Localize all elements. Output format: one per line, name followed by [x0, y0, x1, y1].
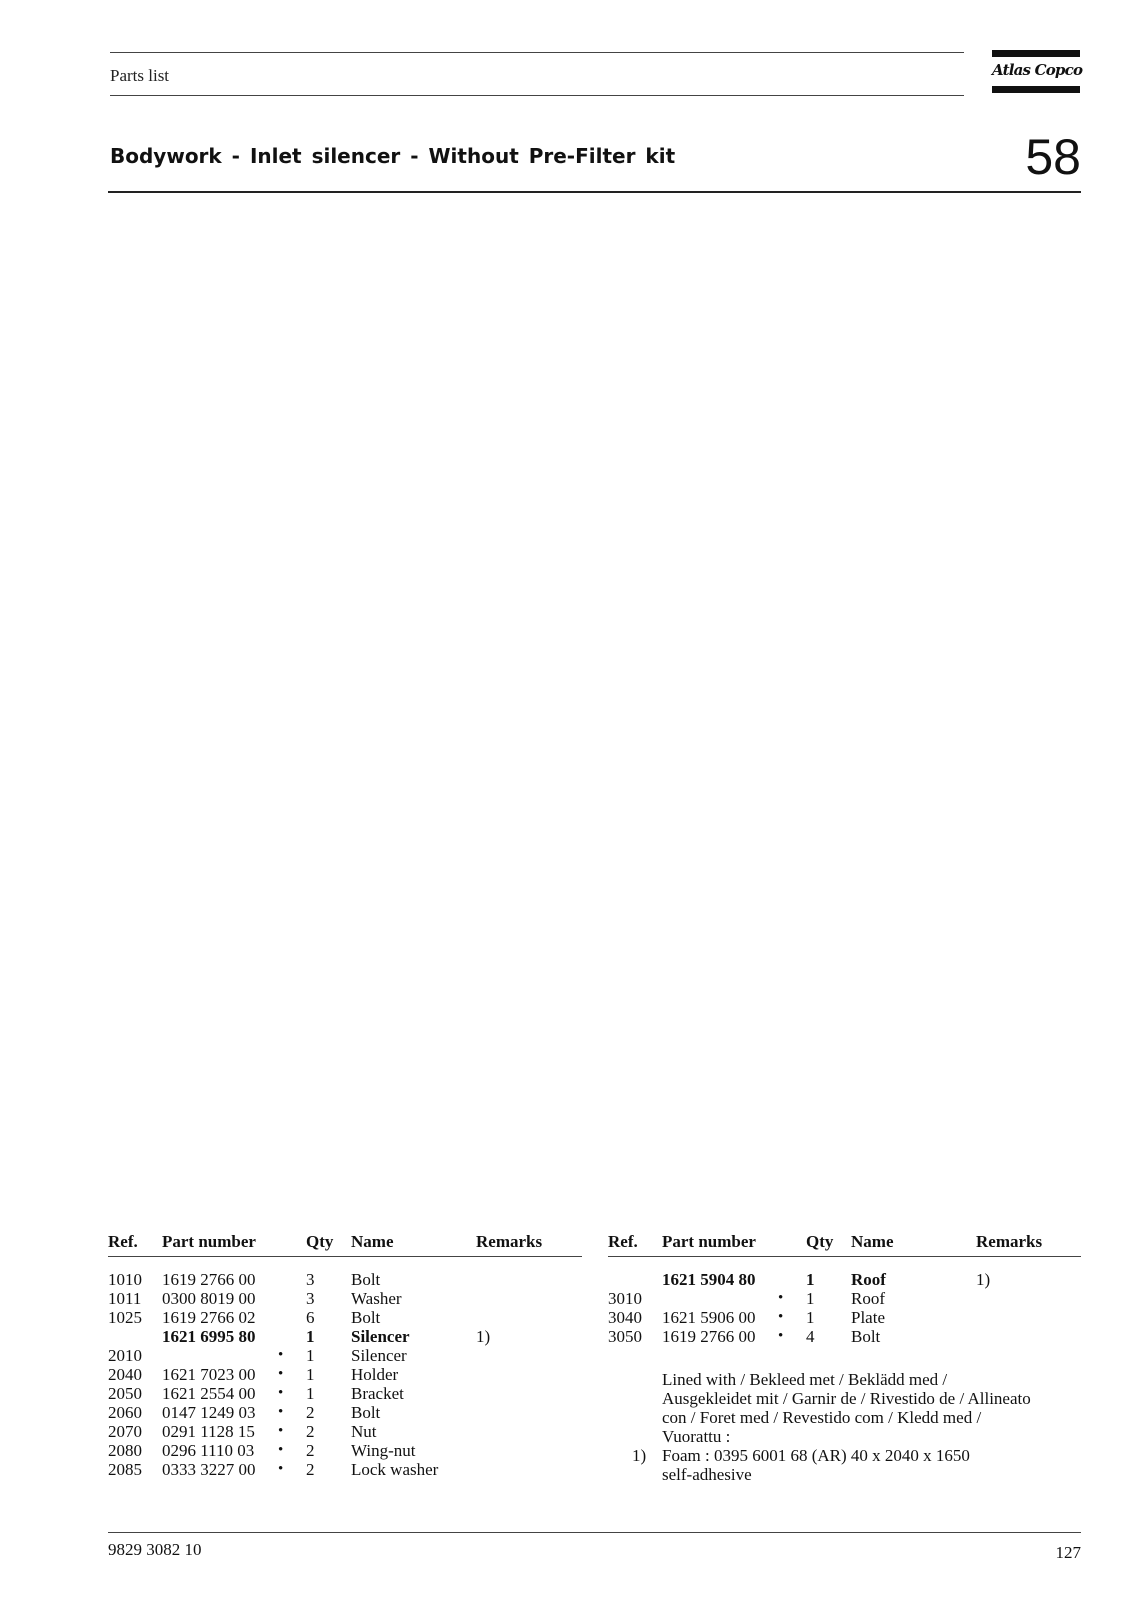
left-row-part-number: 1621 7023 00: [162, 1365, 256, 1384]
left-row-part-number: 0333 3227 00: [162, 1460, 256, 1479]
illustration-area: [108, 200, 1081, 1220]
left-parts-table: [108, 1232, 582, 1492]
left-row-qty: 1: [306, 1327, 315, 1346]
left-row-name: Wing-nut: [351, 1441, 416, 1460]
left-row-dot: •: [278, 1366, 284, 1382]
left-row-ref: 2050: [108, 1384, 142, 1403]
right-row-qty: 1: [806, 1289, 815, 1308]
left-row-ref: 2070: [108, 1422, 142, 1441]
left-row-part-number: 0300 8019 00: [162, 1289, 256, 1308]
right-row-name: Roof: [851, 1289, 885, 1308]
right-row-dot: •: [778, 1309, 784, 1325]
right-row-part-number: 1619 2766 00: [662, 1327, 756, 1346]
left-row-name: Lock washer: [351, 1460, 439, 1479]
left-row-dot: •: [278, 1423, 284, 1439]
logo-bottom-bar: [992, 86, 1080, 93]
logo-top-bar: [992, 50, 1080, 57]
left-row-part-number: 1619 2766 02: [162, 1308, 256, 1327]
right-row-name: Plate: [851, 1308, 885, 1327]
left-row-qty: 3: [306, 1289, 315, 1308]
left-row-dot: •: [278, 1404, 284, 1420]
left-row-ref: 1010: [108, 1270, 142, 1289]
lined-note-line-3: con / Foret med / Revestido com / Kledd med /: [662, 1408, 982, 1427]
col-part-number-header: Part number: [662, 1232, 756, 1251]
left-row-dot: •: [278, 1385, 284, 1401]
right-row-name: Roof: [851, 1270, 886, 1289]
right-row-name: Bolt: [851, 1327, 881, 1346]
left-row-part-number: 1619 2766 00: [162, 1270, 256, 1289]
left-row-ref: 1011: [108, 1289, 142, 1308]
header-label: Parts list: [110, 66, 170, 85]
lined-note-line-4: Vuorattu :: [662, 1427, 731, 1446]
page-title: Bodywork - Inlet silencer - Without Pre-Filter kit: [110, 144, 676, 168]
left-row-qty: 3: [306, 1270, 315, 1289]
left-row-name: Bolt: [351, 1403, 381, 1422]
lined-note-line-1: Lined with / Bekleed met / Beklädd med /: [662, 1370, 948, 1389]
title-rule: [108, 191, 1081, 193]
col-name-header: Name: [851, 1232, 894, 1251]
left-row-name: Silencer: [351, 1327, 410, 1346]
col-remarks-header: Remarks: [476, 1232, 543, 1251]
left-row-qty: 2: [306, 1422, 315, 1441]
footnote-line-1: Foam : 0395 6001 68 (AR) 40 x 2040 x 1650: [662, 1446, 970, 1465]
right-parts-table: [608, 1232, 1081, 1492]
right-row-qty: 1: [806, 1270, 815, 1289]
right-row-ref: 3040: [608, 1308, 642, 1327]
left-row-name: Washer: [351, 1289, 402, 1308]
left-row-qty: 2: [306, 1460, 315, 1479]
left-row-ref: 2080: [108, 1441, 142, 1460]
left-row-ref: 2085: [108, 1460, 142, 1479]
left-row-qty: 1: [306, 1365, 315, 1384]
left-row-part-number: 0296 1110 03: [162, 1441, 255, 1460]
header-bottom-rule: [110, 95, 964, 96]
left-row-qty: 2: [306, 1403, 315, 1422]
left-row-part-number: 0147 1249 03: [162, 1403, 256, 1422]
left-row-name: Nut: [351, 1422, 377, 1441]
footnote-line-2: self-adhesive: [662, 1465, 752, 1484]
left-row-ref: 2060: [108, 1403, 142, 1422]
left-row-ref: 1025: [108, 1308, 142, 1327]
footer-doc-number: 9829 3082 10: [108, 1540, 202, 1559]
left-row-qty: 2: [306, 1441, 315, 1460]
left-row-dot: •: [278, 1347, 284, 1363]
atlas-copco-logo: [992, 50, 1083, 94]
right-table-header-rule: [608, 1256, 1081, 1257]
logo-text: Atlas Copco: [992, 61, 1083, 79]
left-row-name: Bolt: [351, 1308, 381, 1327]
right-row-remarks: 1): [976, 1270, 991, 1289]
right-row-dot: •: [778, 1290, 784, 1306]
left-row-name: Bolt: [351, 1270, 381, 1289]
right-row-qty: 1: [806, 1308, 815, 1327]
right-row-qty: 4: [806, 1327, 815, 1346]
col-name-header: Name: [351, 1232, 394, 1251]
col-ref-header: Ref.: [108, 1232, 138, 1251]
col-qty-header: Qty: [306, 1232, 334, 1251]
header-top-rule: [110, 52, 964, 53]
left-row-part-number: 1621 2554 00: [162, 1384, 256, 1403]
right-row-ref: 3050: [608, 1327, 642, 1346]
col-ref-header: Ref.: [608, 1232, 638, 1251]
left-row-qty: 1: [306, 1346, 315, 1365]
col-remarks-header: Remarks: [976, 1232, 1043, 1251]
footnote-marker: 1): [632, 1446, 647, 1465]
col-qty-header: Qty: [806, 1232, 834, 1251]
col-part-number-header: Part number: [162, 1232, 256, 1251]
left-row-ref: 2010: [108, 1346, 142, 1365]
left-table-header-rule: [108, 1256, 582, 1257]
left-row-name: Holder: [351, 1365, 399, 1384]
section-number: 58: [1025, 129, 1081, 185]
left-row-dot: •: [278, 1461, 284, 1477]
left-row-name: Bracket: [351, 1384, 404, 1403]
footer-rule: [108, 1532, 1081, 1533]
right-row-part-number: 1621 5904 80: [662, 1270, 756, 1289]
left-row-qty: 6: [306, 1308, 315, 1327]
left-row-part-number: 1621 6995 80: [162, 1327, 256, 1346]
left-row-name: Silencer: [351, 1346, 407, 1365]
footer-page-number: 127: [1055, 1543, 1081, 1562]
right-row-dot: •: [778, 1328, 784, 1344]
left-row-remarks: 1): [476, 1327, 491, 1346]
right-row-ref: 3010: [608, 1289, 642, 1308]
left-row-dot: •: [278, 1442, 284, 1458]
left-row-ref: 2040: [108, 1365, 142, 1384]
lined-note-line-2: Ausgekleidet mit / Garnir de / Rivestido de / Allineato: [662, 1389, 1031, 1408]
left-row-part-number: 0291 1128 15: [162, 1422, 255, 1441]
right-row-part-number: 1621 5906 00: [662, 1308, 756, 1327]
left-row-qty: 1: [306, 1384, 315, 1403]
